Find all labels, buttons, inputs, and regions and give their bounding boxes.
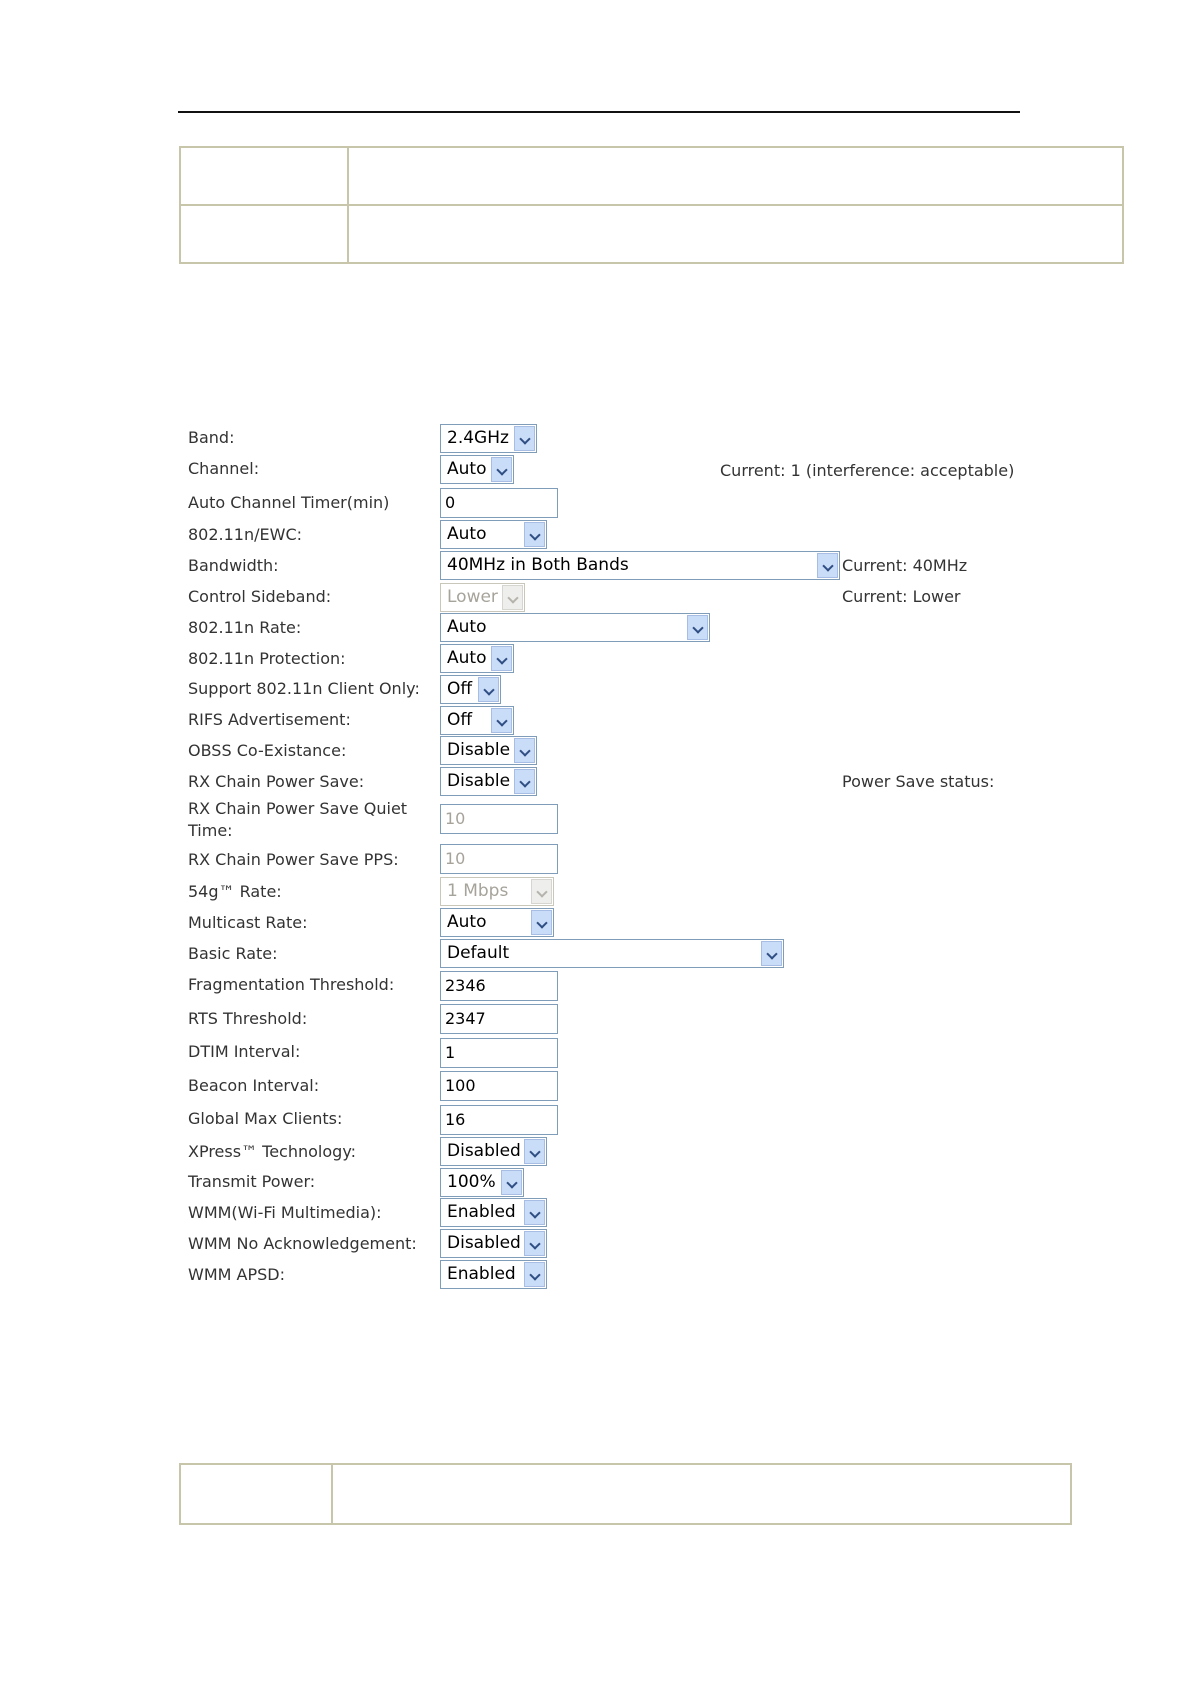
multicast-rate-value: Auto — [447, 912, 487, 932]
control-sideband-value: Lower — [447, 587, 498, 607]
rts-threshold-input[interactable] — [440, 1004, 558, 1034]
chevron-down-icon — [502, 585, 523, 610]
channel-label: Channel: — [188, 459, 260, 478]
chevron-down-icon — [514, 426, 535, 451]
frag-threshold-value: 2346 — [445, 976, 486, 995]
table-row — [180, 205, 1123, 263]
frag-threshold-input[interactable] — [440, 971, 558, 1001]
wmm-noack-value: Disabled — [447, 1233, 521, 1253]
rts-threshold-label: RTS Threshold: — [188, 1009, 308, 1028]
xpress-value: Disabled — [447, 1141, 521, 1161]
max-clients-label: Global Max Clients: — [188, 1109, 343, 1128]
chevron-down-icon — [524, 1231, 545, 1256]
channel-select[interactable] — [440, 455, 514, 484]
chevron-down-icon — [817, 553, 838, 578]
n-protection-value: Auto — [447, 648, 487, 668]
channel-current: Current: 1 (interference: acceptable) — [720, 461, 1015, 480]
bottom-doc-table — [179, 1463, 1072, 1525]
bandwidth-label: Bandwidth: — [188, 556, 279, 575]
rifs-label: RIFS Advertisement: — [188, 710, 351, 729]
bandwidth-current: Current: 40MHz — [842, 556, 968, 575]
power-save-status: Power Save status: — [842, 772, 995, 791]
bandwidth-value: 40MHz in Both Bands — [447, 555, 629, 575]
band-label: Band: — [188, 428, 235, 447]
xpress-select[interactable] — [440, 1137, 547, 1166]
transmit-power-value: 100% — [447, 1172, 496, 1192]
rx-power-save-value: Disable — [447, 771, 511, 791]
rx-quiet-time-label: RX Chain Power Save Quiet Time: — [188, 799, 408, 840]
beacon-input[interactable] — [440, 1071, 558, 1101]
wmm-select[interactable] — [440, 1198, 547, 1227]
channel-value: Auto — [447, 459, 487, 479]
table-row — [180, 1464, 1071, 1524]
band-value: 2.4GHz — [447, 428, 509, 448]
wmm-apsd-label: WMM APSD: — [188, 1265, 285, 1284]
ewc-value: Auto — [447, 524, 487, 544]
rx-power-save-select[interactable] — [440, 767, 537, 796]
chevron-down-icon — [491, 646, 512, 671]
basic-rate-label: Basic Rate: — [188, 944, 278, 963]
table-cell — [332, 1464, 1071, 1524]
chevron-down-icon — [524, 1262, 545, 1287]
control-sideband-select[interactable] — [440, 583, 525, 612]
header-rule — [178, 111, 1020, 113]
table-cell — [180, 205, 348, 263]
frag-threshold-label: Fragmentation Threshold: — [188, 975, 395, 994]
dtim-value: 1 — [445, 1043, 456, 1062]
ewc-label: 802.11n/EWC: — [188, 525, 303, 544]
rifs-value: Off — [447, 710, 473, 730]
transmit-power-select[interactable] — [440, 1168, 524, 1197]
wmm-noack-label: WMM No Acknowledgement: — [188, 1234, 417, 1253]
table-cell — [180, 147, 348, 205]
rate-54g-value: 1 Mbps — [447, 881, 509, 901]
basic-rate-value: Default — [447, 943, 510, 963]
auto-channel-timer-value: 0 — [445, 493, 456, 512]
beacon-label: Beacon Interval: — [188, 1076, 320, 1095]
obss-value: Disable — [447, 740, 511, 760]
chevron-down-icon — [761, 941, 782, 966]
wmm-noack-select[interactable] — [440, 1229, 547, 1258]
rx-quiet-time-input[interactable] — [440, 804, 558, 834]
auto-channel-timer-input[interactable] — [440, 488, 558, 518]
chevron-down-icon — [531, 910, 552, 935]
max-clients-value: 16 — [445, 1110, 466, 1129]
rate-54g-label: 54g™ Rate: — [188, 882, 282, 901]
obss-select[interactable] — [440, 736, 537, 765]
wmm-apsd-select[interactable] — [440, 1260, 547, 1289]
chevron-down-icon — [524, 522, 545, 547]
rx-pps-value: 10 — [445, 849, 466, 868]
control-sideband-current: Current: Lower — [842, 587, 961, 606]
wmm-apsd-value: Enabled — [447, 1264, 516, 1284]
transmit-power-label: Transmit Power: — [188, 1172, 316, 1191]
bandwidth-select[interactable] — [440, 551, 840, 580]
chevron-down-icon — [531, 879, 552, 904]
chevron-down-icon — [514, 738, 535, 763]
table-cell — [180, 1464, 332, 1524]
n-protection-label: 802.11n Protection: — [188, 649, 346, 668]
chevron-down-icon — [524, 1200, 545, 1225]
client-only-label: Support 802.11n Client Only: — [188, 679, 420, 698]
multicast-rate-label: Multicast Rate: — [188, 913, 308, 932]
chevron-down-icon — [514, 769, 535, 794]
n-rate-select[interactable] — [440, 613, 710, 642]
chevron-down-icon — [491, 457, 512, 482]
chevron-down-icon — [687, 615, 708, 640]
auto-channel-timer-label: Auto Channel Timer(min) — [188, 493, 390, 512]
obss-label: OBSS Co-Existance: — [188, 741, 347, 760]
client-only-select[interactable] — [440, 675, 501, 704]
chevron-down-icon — [491, 708, 512, 733]
table-cell — [348, 147, 1123, 205]
n-rate-label: 802.11n Rate: — [188, 618, 302, 637]
chevron-down-icon — [524, 1139, 545, 1164]
wmm-value: Enabled — [447, 1202, 516, 1222]
top-doc-table — [179, 146, 1124, 264]
rifs-select[interactable] — [440, 706, 514, 735]
wmm-label: WMM(Wi-Fi Multimedia): — [188, 1203, 382, 1222]
rx-pps-input[interactable] — [440, 844, 558, 874]
dtim-label: DTIM Interval: — [188, 1042, 301, 1061]
band-select[interactable] — [440, 424, 537, 453]
basic-rate-select[interactable] — [440, 939, 784, 968]
rx-pps-label: RX Chain Power Save PPS: — [188, 850, 399, 869]
ewc-select[interactable] — [440, 520, 547, 549]
rx-quiet-time-value: 10 — [445, 809, 466, 828]
table-row — [180, 147, 1123, 205]
chevron-down-icon — [501, 1170, 522, 1195]
n-protection-select[interactable] — [440, 644, 514, 673]
control-sideband-label: Control Sideband: — [188, 587, 332, 606]
client-only-value: Off — [447, 679, 473, 699]
xpress-label: XPress™ Technology: — [188, 1142, 357, 1161]
max-clients-input[interactable] — [440, 1105, 558, 1135]
beacon-value: 100 — [445, 1076, 476, 1095]
table-cell — [348, 205, 1123, 263]
rx-power-save-label: RX Chain Power Save: — [188, 772, 365, 791]
n-rate-value: Auto — [447, 617, 487, 637]
multicast-rate-select[interactable] — [440, 908, 554, 937]
rts-threshold-value: 2347 — [445, 1009, 486, 1028]
dtim-input[interactable] — [440, 1038, 558, 1068]
chevron-down-icon — [478, 677, 499, 702]
rate-54g-select[interactable] — [440, 877, 554, 906]
